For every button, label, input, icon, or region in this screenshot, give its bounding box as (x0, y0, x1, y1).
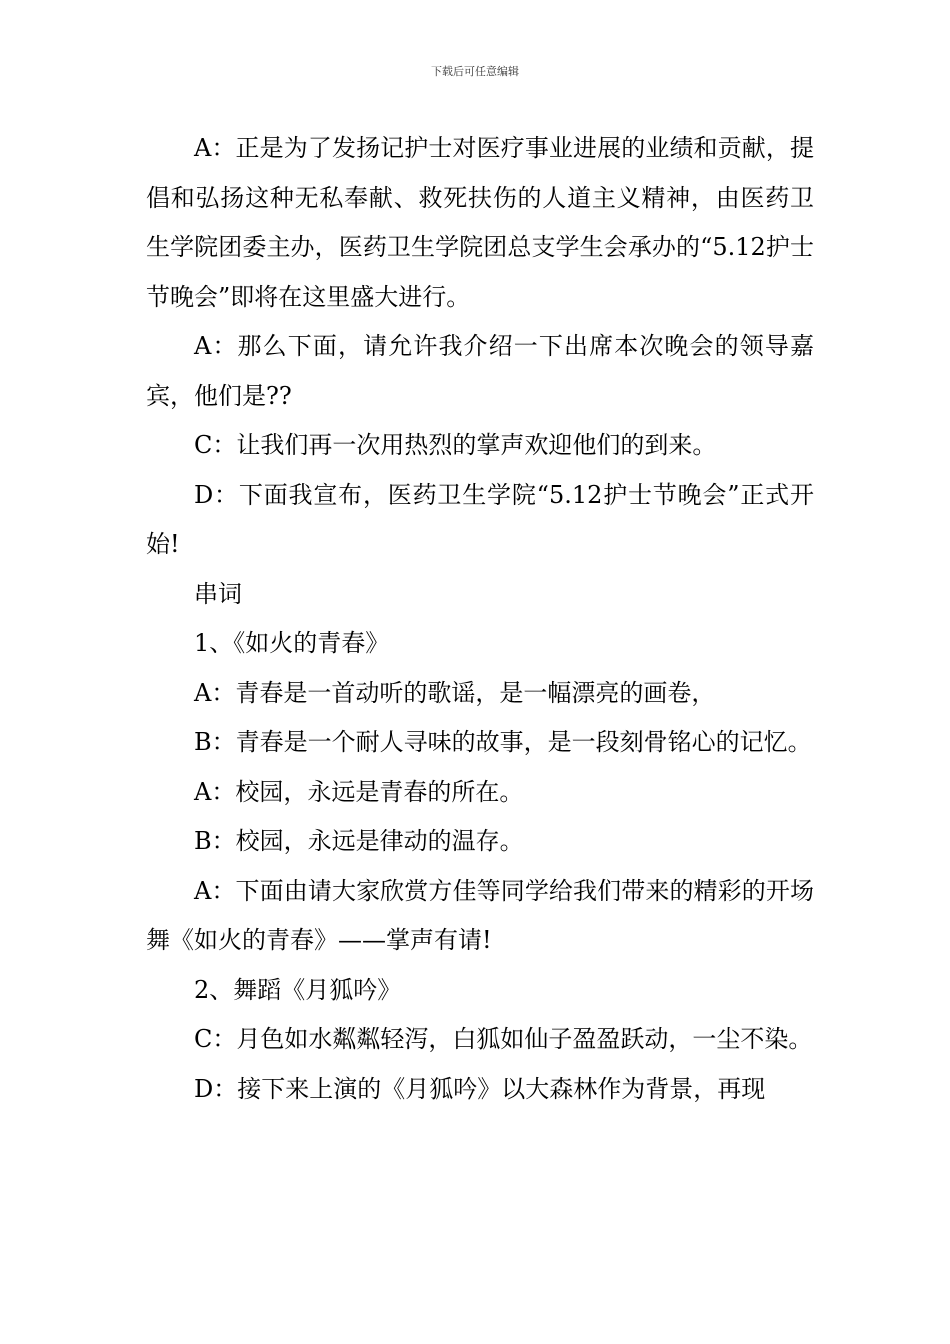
paragraph-host-d-opening: D：下面我宣布，医药卫生学院“5.12护士节晚会”正式开始! (146, 480, 814, 558)
document-body (146, 124, 814, 1114)
program-item-1-title: 1、《如火的青春》 (194, 629, 390, 657)
paragraph-host-a-campus: A：校园，永远是青春的所在。 (194, 777, 524, 806)
paragraph-host-a-dance-intro: A：下面由请大家欣赏方佳等同学给我们带来的精彩的开场舞《如火的青春》——掌声有请! (146, 876, 814, 954)
paragraph-host-c-moonlight: C：月色如水粼粼轻泻，白狐如仙子盈盈跃动，一尘不染。 (194, 1025, 813, 1053)
paragraph-host-d-fox-intro: D：接下来上演的《月狐吟》以大森林作为背景，再现 (194, 1074, 766, 1103)
paragraph-host-a-guests: A：那么下面，请允许我介绍一下出席本次晚会的领导嘉宾，他们是?? (146, 332, 814, 410)
paragraph-host-c-welcome: C：让我们再一次用热烈的掌声欢迎他们的到来。 (194, 431, 717, 459)
paragraph-host-a-youth: A：青春是一首动听的歌谣，是一幅漂亮的画卷， (194, 678, 716, 707)
paragraph-host-b-campus: B：校园，永远是律动的温存。 (194, 827, 524, 855)
program-item-2-title: 2、舞蹈《月狐吟》 (194, 975, 402, 1004)
paragraph-host-a-intro: A：正是为了发扬记护士对医疗事业进展的业绩和贡献，提倡和弘扬这种无私奉献、救死扶伤的人道主义精神，由医药卫生学院团委主办，医药卫生学院团总支学生会承办的“5.12护士节晚会”即将在这里盛大进行。 (146, 134, 814, 311)
page-header-note: 下载后可任意编辑 (431, 65, 519, 78)
section-heading-script: 串词 (194, 579, 242, 608)
paragraph-host-b-youth: B：青春是一个耐人寻味的故事，是一段刻骨铭心的记忆。 (194, 728, 812, 756)
